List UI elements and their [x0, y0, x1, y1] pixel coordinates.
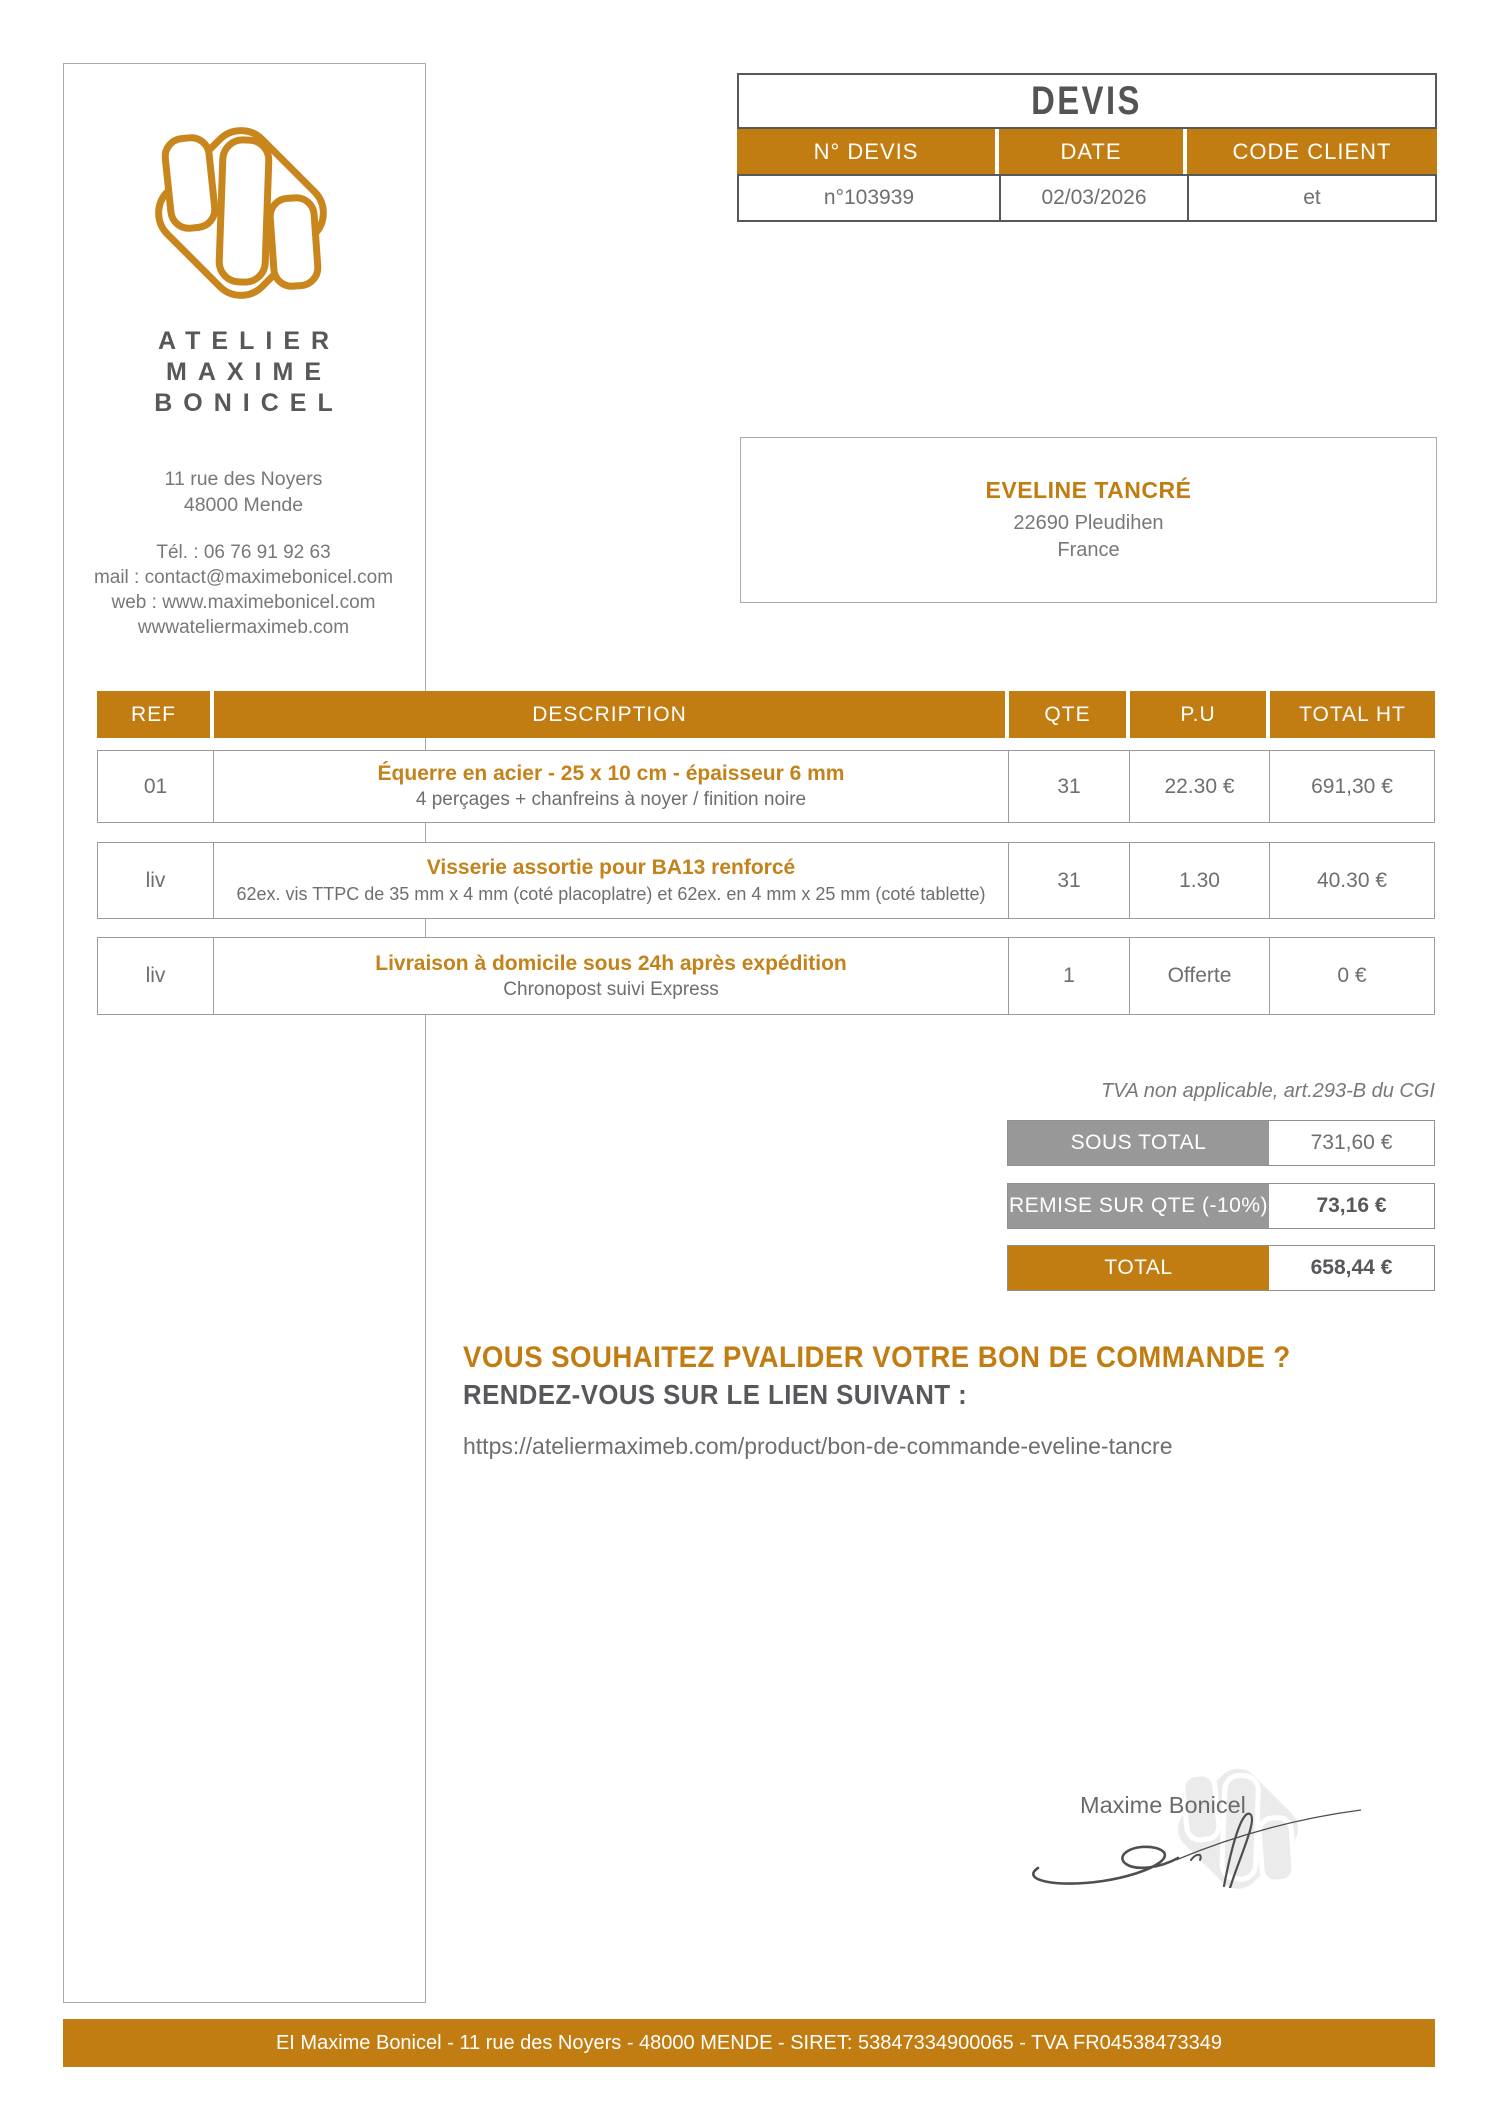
item-description	[213, 843, 1008, 918]
item-qty: 31	[1008, 843, 1129, 918]
subtotal-row	[1007, 1120, 1435, 1166]
company-website-alt: wwwateliermaximeb.com	[137, 617, 350, 638]
company-wordmark-line: ATELIER	[157, 327, 341, 355]
subtotal-value: 731,60 €	[1310, 1131, 1393, 1154]
cta-subheading: RENDEZ-VOUS SUR LE LIEN SUIVANT :	[463, 1379, 968, 1410]
item-description	[213, 938, 1008, 1014]
devis-date-value: 02/03/2026	[999, 176, 1187, 220]
footer-legal-text: EI Maxime Bonicel - 11 rue des Noyers - 48000 MENDE - SIRET: 53847334900065 - TVA FR04538473349	[275, 2031, 1223, 2054]
devis-title: DEVIS	[1031, 78, 1143, 123]
table-row	[97, 842, 1435, 919]
discount-row	[1007, 1183, 1435, 1229]
client-address-line: France	[1057, 538, 1120, 561]
items-header-total: TOTAL HT	[1270, 691, 1435, 738]
devis-values-row	[737, 174, 1437, 222]
devis-title-box	[737, 73, 1437, 129]
item-unit-price: 1.30	[1129, 843, 1269, 918]
items-header-qty: QTE	[1009, 691, 1126, 738]
discount-value: 73,16 €	[1316, 1194, 1387, 1217]
items-header-ref: REF	[97, 691, 210, 738]
client-name: EVELINE TANCRÉ	[985, 476, 1192, 503]
subtotal-label: SOUS TOTAL	[1008, 1121, 1269, 1165]
item-subtitle: 62ex. vis TTPC de 35 mm x 4 mm (coté placoplatre) et 62ex. en 4 mm x 25 mm (coté tablette)	[236, 884, 986, 904]
signature-name: Maxime Bonicel	[1080, 1792, 1246, 1818]
item-title: Visserie assortie pour BA13 renforcé	[426, 856, 796, 879]
item-total: 0 €	[1269, 938, 1434, 1014]
company-phone: Tél. : 06 76 91 92 63	[156, 542, 331, 563]
items-header-unit-price: P.U	[1130, 691, 1266, 738]
discount-label: REMISE SUR QTE (-10%)	[1008, 1184, 1269, 1228]
items-header-description: DESCRIPTION	[214, 691, 1005, 738]
item-title: Équerre en acier - 25 x 10 cm - épaisseur 6 mm	[377, 762, 845, 785]
item-unit-price: 22.30 €	[1129, 751, 1269, 822]
item-qty: 31	[1008, 751, 1129, 822]
total-value: 658,44 €	[1310, 1256, 1393, 1279]
footer-legal-bar	[63, 2019, 1435, 2067]
company-address	[63, 466, 424, 518]
devis-header-num: N° DEVIS	[737, 129, 995, 174]
item-ref: liv	[145, 964, 166, 987]
item-description	[213, 751, 1008, 822]
item-ref: 01	[143, 774, 168, 798]
table-row	[97, 750, 1435, 823]
item-qty: 1	[1008, 938, 1129, 1014]
item-subtitle: 4 perçages + chanfreins à noyer / finition noire	[415, 789, 807, 810]
item-ref: liv	[145, 868, 166, 892]
cta-heading: VOUS SOUHAITEZ PVALIDER VOTRE BON DE COMMANDE ?	[463, 1341, 1291, 1374]
company-wordmark-line: BONICEL	[154, 389, 344, 417]
item-total: 40.30 €	[1269, 843, 1434, 918]
item-total: 691,30 €	[1269, 751, 1434, 822]
item-subtitle: Chronopost suivi Express	[503, 978, 719, 1000]
total-row	[1007, 1245, 1435, 1291]
signature-scrawl-icon	[1028, 1798, 1363, 1888]
table-row	[97, 937, 1435, 1015]
company-contact	[63, 540, 424, 640]
company-website: web : www.maximebonicel.com	[111, 592, 376, 613]
order-link[interactable]: https://ateliermaximeb.com/product/bon-de-commande-eveline-tancre	[463, 1433, 1173, 1459]
company-wordmark-line: MAXIME	[166, 358, 332, 386]
company-email: mail : contact@maximebonicel.com	[93, 567, 394, 588]
devis-header-date: DATE	[999, 129, 1183, 174]
client-address-line: 22690 Pleudihen	[1013, 511, 1164, 534]
devis-code-client-value: et	[1187, 176, 1435, 220]
company-address-line: 11 rue des Noyers	[164, 468, 323, 490]
item-title: Livraison à domicile sous 24h après expédition	[375, 951, 847, 975]
total-label: TOTAL	[1008, 1246, 1269, 1290]
devis-number-value: n°103939	[823, 186, 915, 209]
company-logo-icon	[145, 116, 337, 312]
company-address-line: 48000 Mende	[183, 494, 304, 516]
devis-header-code-client: CODE CLIENT	[1187, 129, 1437, 174]
tax-note: TVA non applicable, art.293-B du CGI	[1101, 1080, 1435, 1102]
company-wordmark	[63, 326, 424, 419]
item-unit-price: Offerte	[1129, 938, 1269, 1014]
client-box	[740, 437, 1437, 603]
